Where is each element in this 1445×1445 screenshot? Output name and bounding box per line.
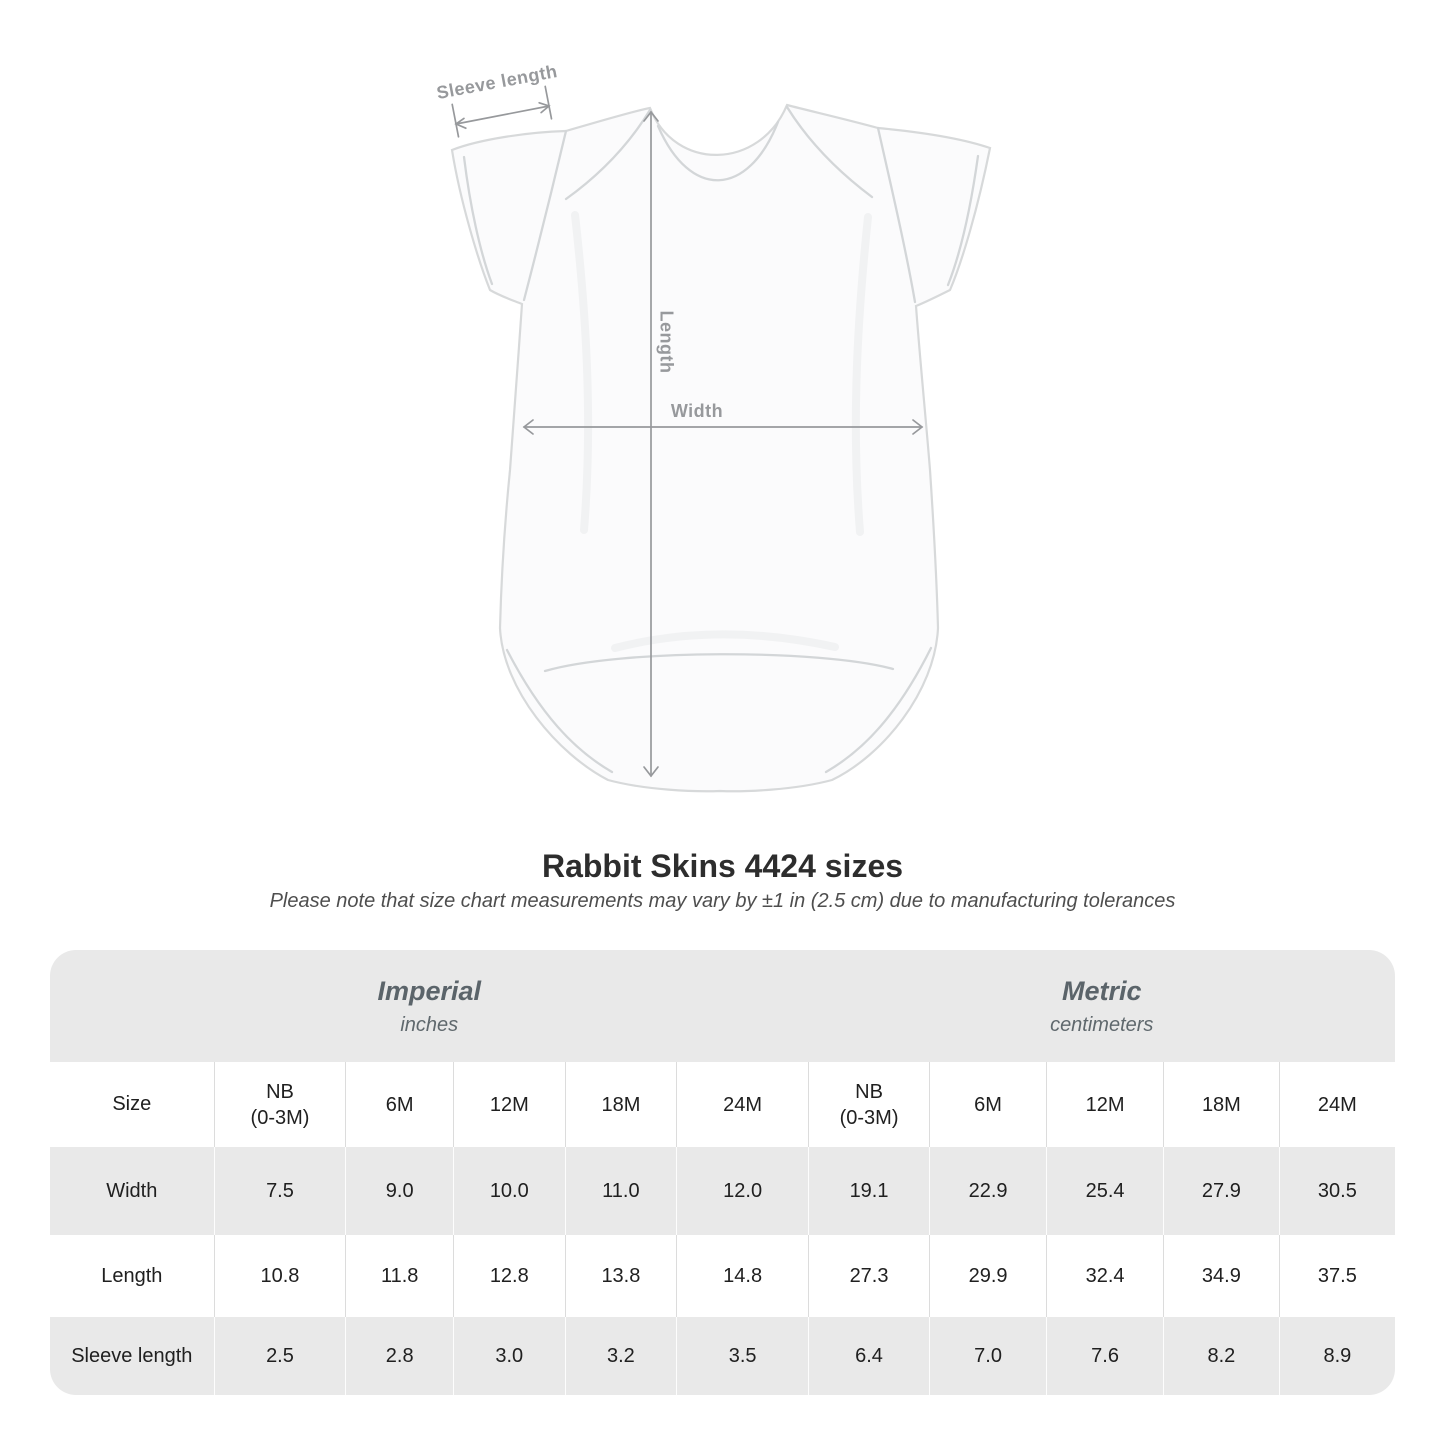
size-label: (0-3M) xyxy=(839,1106,899,1129)
sleeve-length-label: Sleeve length xyxy=(434,61,560,103)
size-label: 24M xyxy=(723,1093,763,1116)
imperial-unit-label: inches xyxy=(400,1013,459,1036)
size-col-header xyxy=(565,1062,677,1147)
table-cell: 11.0 xyxy=(565,1147,677,1235)
size-label: 12M xyxy=(1085,1093,1125,1116)
table-row-width xyxy=(50,1147,1395,1235)
tolerance-note: Please note that size chart measurements may vary by ±1 in (2.5 cm) due to manufacturing tolerances xyxy=(269,890,1176,912)
table-cell: 34.9 xyxy=(1164,1235,1280,1317)
width-label: Width xyxy=(670,401,724,421)
row-label: Sleeve length xyxy=(71,1344,193,1367)
size-col-header xyxy=(809,1062,930,1147)
size-label: 18M xyxy=(601,1093,641,1116)
size-col-header xyxy=(1047,1062,1164,1147)
size-label: 18M xyxy=(1201,1093,1241,1116)
size-col-header xyxy=(930,1062,1047,1147)
table-cell: 19.1 xyxy=(809,1147,930,1235)
metric-group-header xyxy=(809,950,1395,1062)
row-label: Length xyxy=(101,1264,163,1287)
table-cell: 14.8 xyxy=(677,1235,809,1317)
table-cell: 30.5 xyxy=(1279,1147,1395,1235)
size-col-header xyxy=(214,1062,346,1147)
table-row-length xyxy=(50,1235,1395,1317)
table-cell: 12.8 xyxy=(453,1235,565,1317)
size-label: 6M xyxy=(385,1093,414,1116)
table-cell: 10.8 xyxy=(214,1235,346,1317)
size-col-header xyxy=(1279,1062,1395,1147)
imperial-group-header xyxy=(50,950,809,1062)
size-header-row xyxy=(50,1062,1395,1147)
unit-group-row xyxy=(50,950,1395,1062)
sleeve-dimension-tick-left xyxy=(452,104,458,136)
length-label: Length xyxy=(656,310,677,374)
table-cell: 8.2 xyxy=(1164,1317,1280,1395)
size-label: NB xyxy=(266,1080,294,1103)
metric-unit-label: centimeters xyxy=(1050,1013,1154,1036)
table-cell: 8.9 xyxy=(1279,1317,1395,1395)
table-cell: 11.8 xyxy=(346,1235,454,1317)
sleeve-length-arrow xyxy=(456,106,549,124)
metric-label: Metric xyxy=(1061,975,1142,1006)
table-cell: 27.9 xyxy=(1164,1147,1280,1235)
table-cell: 27.3 xyxy=(809,1235,930,1317)
row-label: Width xyxy=(106,1179,158,1202)
size-label: 12M xyxy=(489,1093,529,1116)
table-cell: 12.0 xyxy=(677,1147,809,1235)
size-label: (0-3M) xyxy=(250,1106,310,1129)
imperial-label: Imperial xyxy=(377,975,482,1006)
size-label: NB xyxy=(855,1080,883,1103)
table-cell: 3.0 xyxy=(453,1317,565,1395)
size-label: 6M xyxy=(974,1093,1002,1116)
table-cell: 29.9 xyxy=(930,1235,1047,1317)
table-cell: 3.2 xyxy=(565,1317,677,1395)
table-cell: 25.4 xyxy=(1047,1147,1164,1235)
table-cell: 2.8 xyxy=(346,1317,454,1395)
onesie-illustration xyxy=(452,105,990,791)
sleeve-dimension-tick-right xyxy=(545,86,551,118)
size-col-header xyxy=(677,1062,809,1147)
page-title: Rabbit Skins 4424 sizes xyxy=(541,848,904,884)
table-cell: 3.5 xyxy=(677,1317,809,1395)
size-chart xyxy=(50,950,1395,1395)
table-cell: 7.5 xyxy=(214,1147,346,1235)
table-row-sleeve-length xyxy=(50,1317,1395,1395)
table-cell: 6.4 xyxy=(809,1317,930,1395)
size-chart-table xyxy=(50,950,1395,1395)
table-cell: 10.0 xyxy=(453,1147,565,1235)
table-cell: 13.8 xyxy=(565,1235,677,1317)
size-col-header xyxy=(346,1062,454,1147)
table-cell: 22.9 xyxy=(930,1147,1047,1235)
table-cell: 37.5 xyxy=(1279,1235,1395,1317)
size-col-header xyxy=(453,1062,565,1147)
table-cell: 9.0 xyxy=(346,1147,454,1235)
size-label: 24M xyxy=(1317,1093,1357,1116)
table-cell: 2.5 xyxy=(214,1317,346,1395)
table-cell: 7.6 xyxy=(1047,1317,1164,1395)
size-col-header xyxy=(1164,1062,1280,1147)
table-cell: 32.4 xyxy=(1047,1235,1164,1317)
table-cell: 7.0 xyxy=(930,1317,1047,1395)
size-row-header: Size xyxy=(112,1093,152,1115)
